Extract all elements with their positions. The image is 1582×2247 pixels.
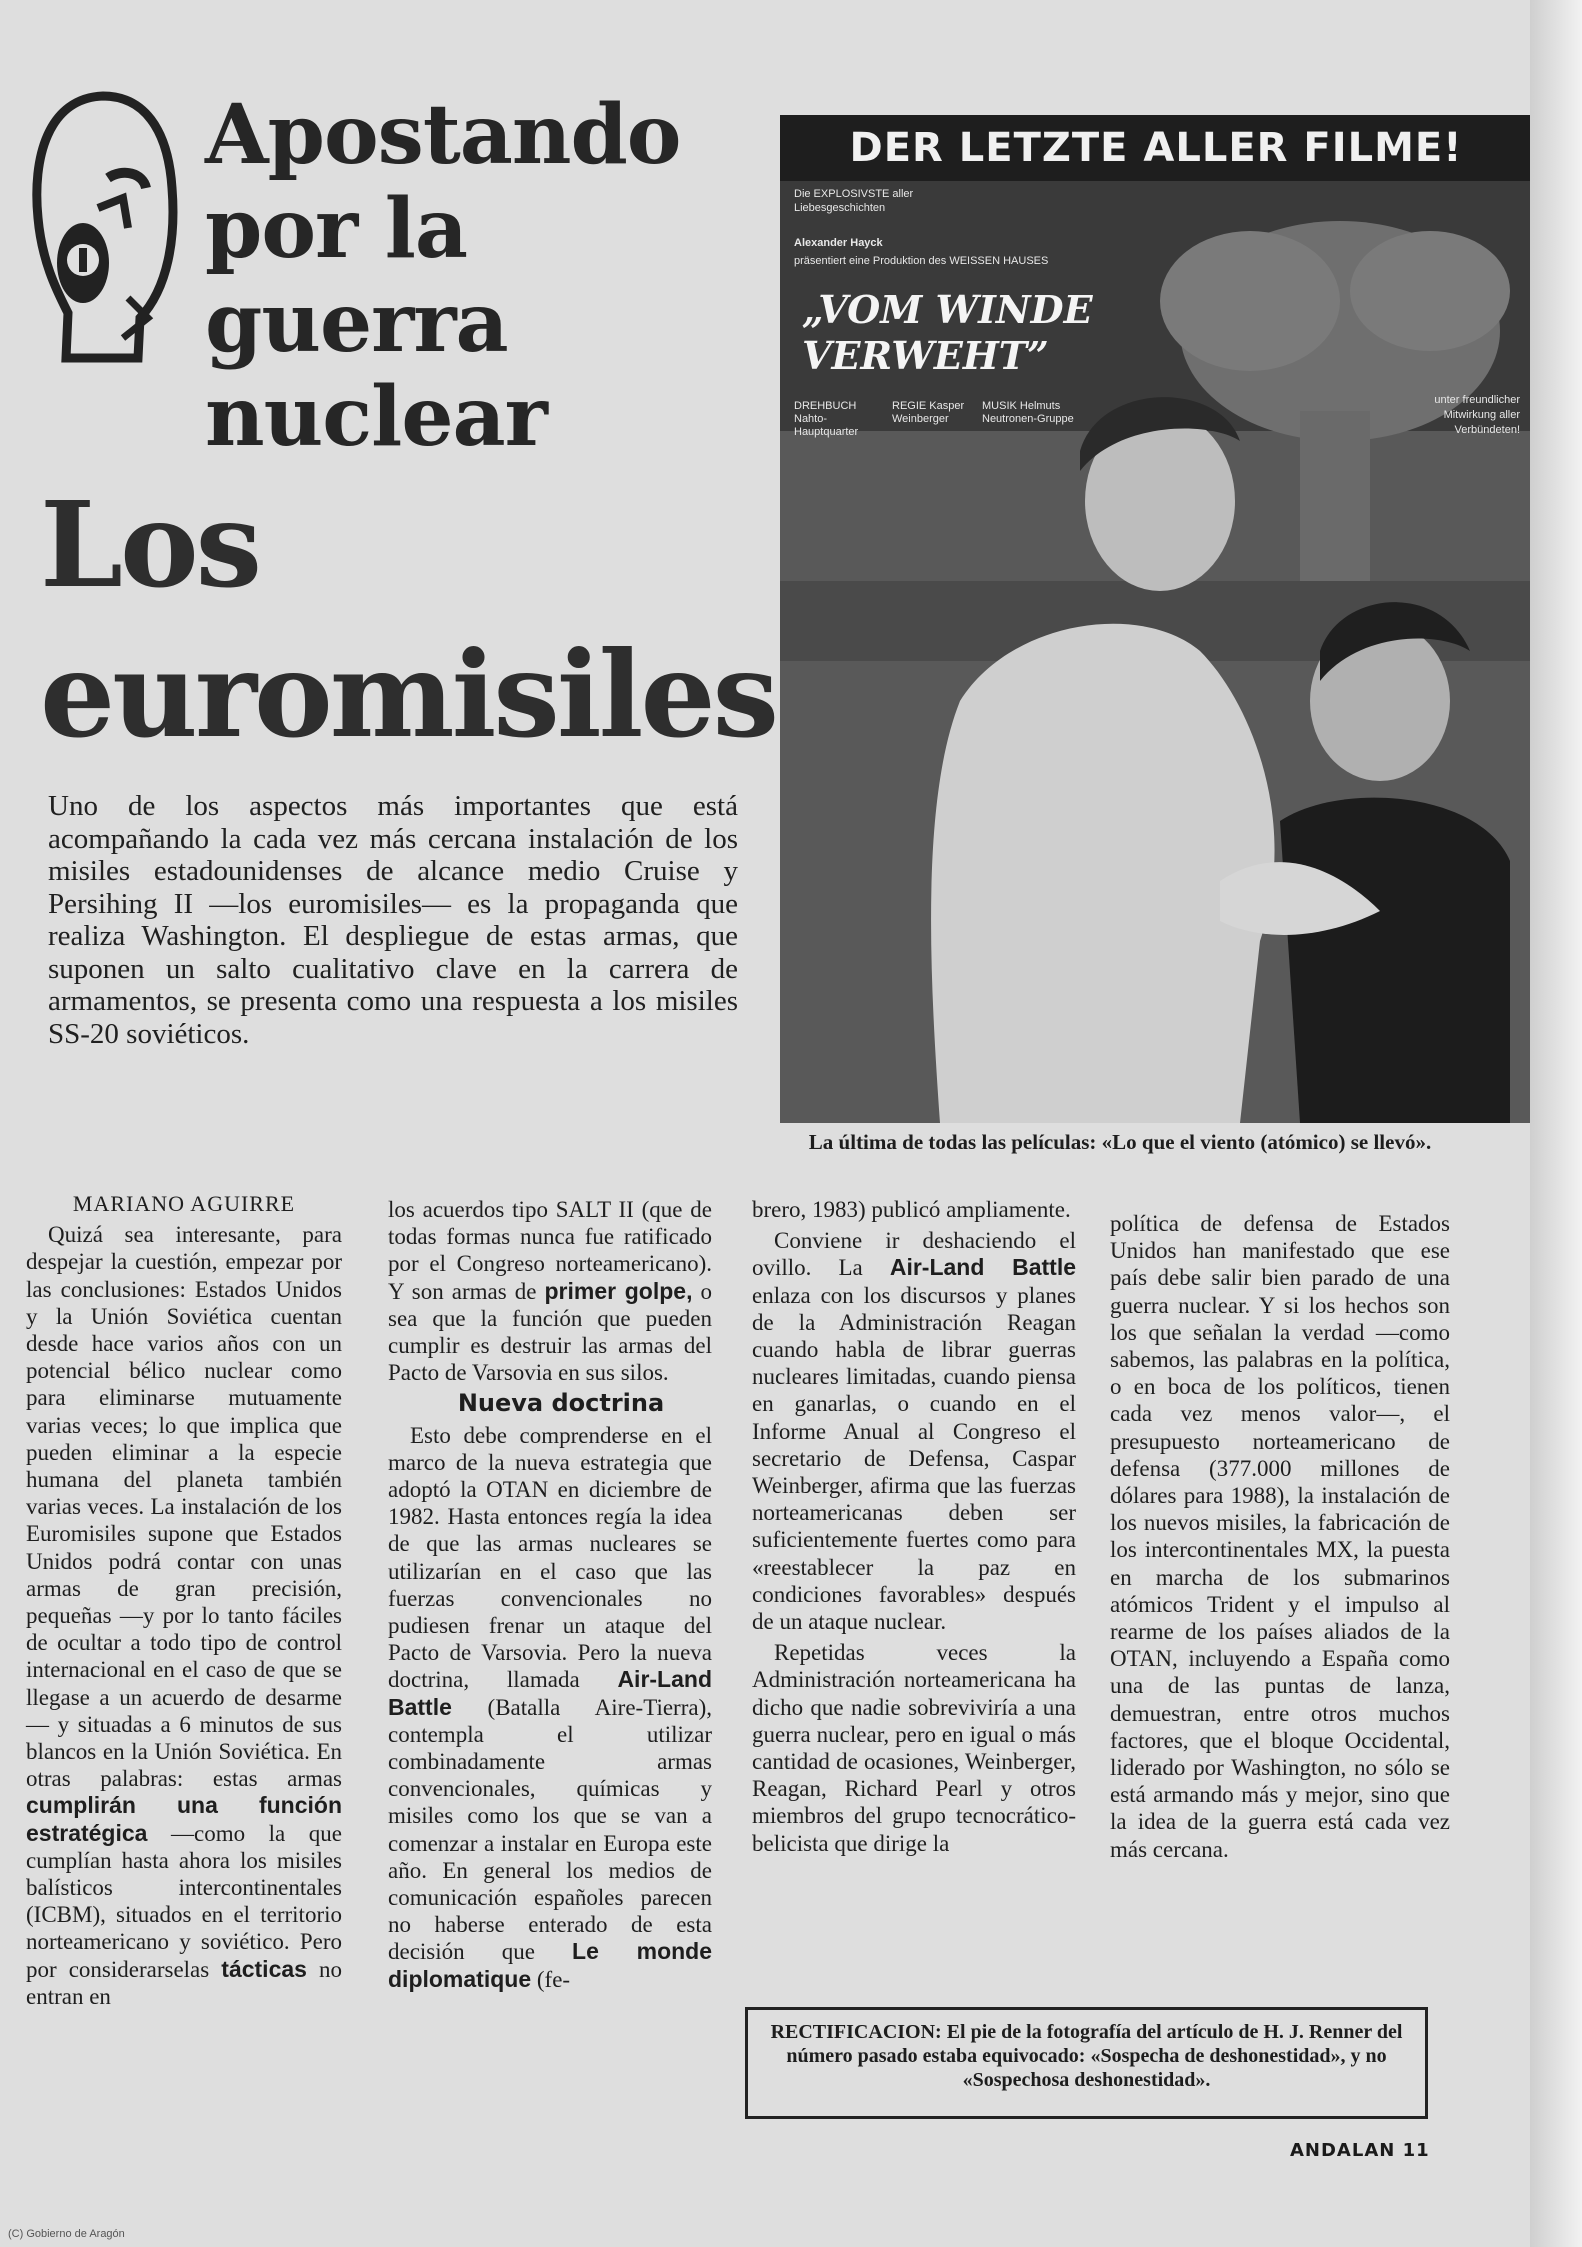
col3-paragraph-1: brero, 1983) publicó ampliamente. — [752, 1197, 1071, 1222]
title-line-1: Los — [40, 475, 260, 614]
article-column-1 — [26, 1190, 342, 2014]
article-column-3 — [752, 1196, 1076, 1861]
poster-credit-regie: REGIE Kasper Weinberger — [892, 400, 965, 425]
poster-credit-musik: MUSIK Helmuts Neutronen-Gruppe — [982, 400, 1074, 425]
col3-paragraph-2: Conviene ir deshaciendo el ovillo. La Air-Land Battle enlaza con los discursos y planes de la Administración Reagan cuando habla de librar guerras nucleares limitadas, cuando piensa en ganarlas, o cuando en el Informe Anual al Congreso el secretario de Defensa, Caspar Weinberger, afirma que las fuerzas norteamericanas deben ser suficientemente fuertes como para «reestablecer la paz en condiciones favorables» después de un ataque nuclear. — [752, 1228, 1077, 1635]
subhead-nueva-doctrina: Nueva doctrina — [457, 1389, 665, 1418]
col1-paragraph: Quizá sea interesante, para despejar la cuestión, empezar por las conclusiones: Estados Unidos y la Unión Soviética cuentan desde hace varios años con un potencial bélico nuclear como para eliminarse mutuamente varias veces; lo que implica que pueden eliminar a la especie humana del planeta también varias veces. La instalación de los Euromisiles supone que Estados Unidos podrá contar con unas armas de gran precisión, pequeñas —y por lo tanto fáciles de ocultar a todo tipo de control internacional en el caso de que se llegase a un acuerdo de desarme— y situadas a 6 minutos de sus blancos en la Unión Soviética. En otras palabras: estas armas cumplirán una función estratégica —como la que cumplían hasta ahora los misiles balísticos intercontinentales (ICBM), situados en el territorio norteamericano y soviético. Pero por considerarselas tácticas no entran en — [26, 1222, 343, 2009]
archive-credit: (C) Gobierno de Aragón — [8, 2228, 125, 2240]
col4-paragraph: política de defensa de Estados Unidos han manifestado que ese país debe salir bien parado de una guerra nuclear. Y si los hechos son los que señalan la verdad —como sabemos, las palabras en la política, o en boca de los políticos, tienen cada vez menos valor—, el presupuesto norteamericano de defensa (377.000 millones de dólares para 1988), la instalación de los nuevos misiles, la fabricación de los intercontinentales MX, la puesta en marcha de los submarinos atómicos Trident y el impulso al rearme de los países aliados de la OTAN, incluyendo a España como una de las puntas de lanza, demuestran, entre otros muchos factores, que el bloque Occidental, liderado por Washington, no sólo se está armando más y mejor, sino que la idea de la guerra está cada vez más cercana. — [1110, 1211, 1450, 1862]
film-poster-image — [780, 115, 1532, 1123]
kicker-headline: Apostando por la guerra nuclear — [205, 87, 681, 465]
col2-paragraph-2: Esto debe comprenderse en el marco de la nueva estrategia que adoptó la OTAN en diciembre de 1982. Hasta entonces regía la idea de que las armas nucleares se utilizarían en el caso que las fuerzas convencionales no pudiesen frenar un ataque del Pacto de Varsovia. Pero la nueva doctrina, llamada Air-Land Battle (Batalla Aire-Tierra), contempla el utilizar combinadamente armas convencionales, químicas y misiles como los que se van a comenzar a instalar en Europa este año. En general los medios de comunicación españoles parecen no haberse enterado de esta decisión que Le monde diplomatique (fe- — [388, 1422, 713, 1992]
byline: MARIANO AGUIRRE — [72, 1191, 296, 1216]
poster-side-note: unter freundlicher Mitwirkung aller Verbündeten! — [1434, 394, 1520, 436]
poster-credit-drehbuch: DREHBUCH Nahto-Hauptquarter — [794, 400, 859, 438]
poster-intro: Die EXPLOSIVSTE aller Liebesgeschichten — [794, 188, 914, 214]
title-line-2: euromisiles — [40, 625, 777, 764]
poster-banner: DER LETZTE ALLER FILME! — [780, 115, 1532, 181]
article-column-4 — [1110, 1210, 1450, 1867]
page-edge — [1530, 0, 1582, 2247]
article-column-2 — [388, 1196, 712, 1997]
page-title — [40, 470, 777, 770]
poster-presents: präsentiert eine Produktion des WEISSEN HAUSES — [794, 255, 1049, 267]
page-footer: ANDALAN 11 — [1290, 2140, 1430, 2161]
photo-caption: La última de todas las películas: «Lo que el viento (atómico) se llevó». — [808, 1130, 1432, 1154]
poster-film-title: „VOM WINDE VERWEHT” — [802, 287, 1093, 378]
rectificacion-box: RECTIFICACION: El pie de la fotografía del artículo de H. J. Renner del número pasado estaba equivocado: «Sospecha de deshonestidad», y no «Sospechosa deshonestidad». — [745, 2007, 1428, 2119]
poster-author: Alexander Hayck — [794, 237, 883, 249]
col2-paragraph-1: los acuerdos tipo SALT II (que de todas formas nunca fue ratificado por el Congreso norteamericano). Y son armas de primer golpe, o sea que la función que pueden cumplir es destruir las armas del Pacto de Varsovia en sus silos. — [388, 1197, 713, 1386]
col3-paragraph-3: Repetidas veces la Administración norteamericana ha dicho que nadie sobreviviría a una guerra nuclear, pero en igual o más cantidad de ocasiones, Weinberger, Reagan, Richard Pearl y otros miembros del grupo tecnocrático-belicista que dirige la — [752, 1640, 1076, 1856]
lead-paragraph: Uno de los aspectos más importantes que está acompañando la cada vez más cercana instalación de los misiles estadounidenses de alcance medio Cruise y Persihing II —los euromisiles— es la propaganda que realiza Washington. El despliegue de estas armas, que suponen un salto cualitativo clave en la carrera de armamentos, se presenta como una respuesta a los misiles SS-20 soviéticos. — [48, 790, 738, 1050]
skull-logo-icon — [28, 88, 178, 368]
